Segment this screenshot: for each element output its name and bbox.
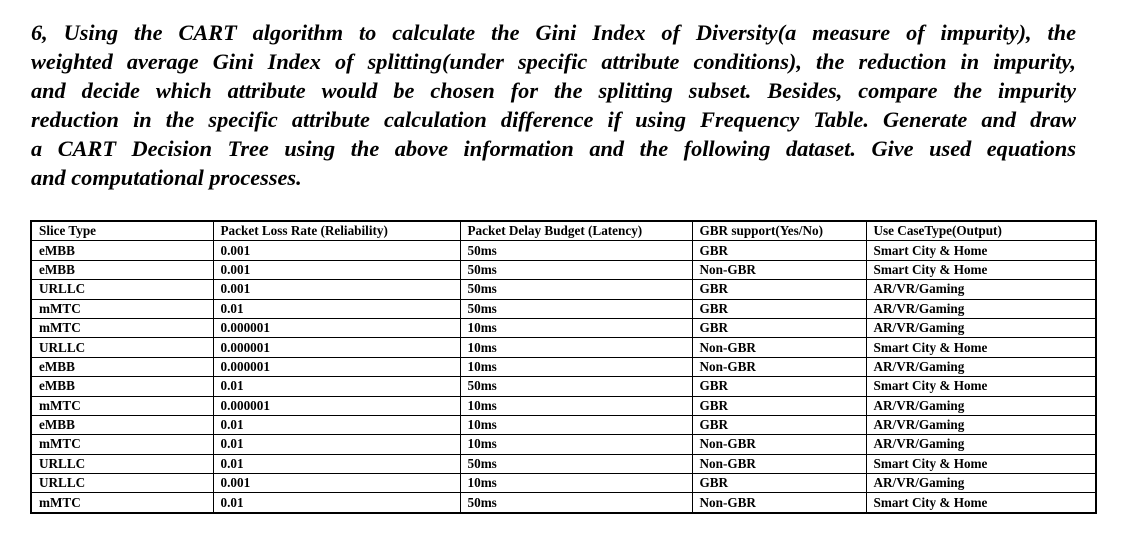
- cell-packet-delay-budget: 50ms: [460, 299, 692, 318]
- cell-slice-type: URLLC: [31, 280, 213, 299]
- question-line: 6, Using the CART algorithm to calculate the Gini Index of Diversity(a measure of impurity), the: [31, 20, 1076, 45]
- table-row: [31, 474, 1096, 493]
- cell-packet-loss-rate: 0.001: [213, 474, 460, 493]
- cell-slice-type: mMTC: [31, 435, 213, 454]
- header-packet-loss-rate: Packet Loss Rate (Reliability): [213, 221, 460, 241]
- cell-packet-loss-rate: 0.000001: [213, 396, 460, 415]
- cell-slice-type: mMTC: [31, 299, 213, 318]
- question-text: [31, 18, 1076, 192]
- cell-packet-delay-budget: 50ms: [460, 377, 692, 396]
- table-row: [31, 377, 1096, 396]
- cell-slice-type: eMBB: [31, 241, 213, 260]
- cell-gbr-support: GBR: [692, 474, 866, 493]
- cell-slice-type: mMTC: [31, 493, 213, 513]
- table-header-row: [31, 221, 1096, 241]
- cell-packet-delay-budget: 10ms: [460, 318, 692, 337]
- cell-gbr-support: Non-GBR: [692, 435, 866, 454]
- cell-packet-loss-rate: 0.01: [213, 493, 460, 513]
- cell-packet-delay-budget: 50ms: [460, 280, 692, 299]
- cell-packet-loss-rate: 0.01: [213, 435, 460, 454]
- question-line: reduction in the specific attribute calculation difference if using Frequency Table. Generate and draw: [31, 107, 1076, 132]
- table-row: [31, 493, 1096, 513]
- cell-gbr-support: GBR: [692, 377, 866, 396]
- cell-packet-loss-rate: 0.01: [213, 454, 460, 473]
- cell-packet-delay-budget: 10ms: [460, 357, 692, 376]
- cell-slice-type: mMTC: [31, 396, 213, 415]
- table-row: [31, 415, 1096, 434]
- cell-use-case-type: Smart City & Home: [866, 377, 1096, 396]
- header-slice-type: Slice Type: [31, 221, 213, 241]
- cell-use-case-type: AR/VR/Gaming: [866, 299, 1096, 318]
- cell-packet-delay-budget: 50ms: [460, 454, 692, 473]
- cell-gbr-support: GBR: [692, 280, 866, 299]
- cell-use-case-type: Smart City & Home: [866, 260, 1096, 279]
- cell-gbr-support: Non-GBR: [692, 357, 866, 376]
- table-row: [31, 396, 1096, 415]
- table-row: [31, 435, 1096, 454]
- cell-use-case-type: Smart City & Home: [866, 454, 1096, 473]
- cell-gbr-support: GBR: [692, 241, 866, 260]
- cell-use-case-type: Smart City & Home: [866, 493, 1096, 513]
- cell-slice-type: eMBB: [31, 377, 213, 396]
- question-line: and decide which attribute would be chosen for the splitting subset. Besides, compare the impurity: [31, 78, 1076, 103]
- table-row: [31, 318, 1096, 337]
- question-line: weighted average Gini Index of splitting(under specific attribute conditions), the reduction in impurity,: [31, 49, 1076, 74]
- cell-slice-type: URLLC: [31, 454, 213, 473]
- table-row: [31, 299, 1096, 318]
- table-row: [31, 241, 1096, 260]
- cell-packet-loss-rate: 0.000001: [213, 318, 460, 337]
- cell-packet-delay-budget: 10ms: [460, 474, 692, 493]
- cell-use-case-type: AR/VR/Gaming: [866, 280, 1096, 299]
- header-use-case-type: Use CaseType(Output): [866, 221, 1096, 241]
- header-gbr-support: GBR support(Yes/No): [692, 221, 866, 241]
- cell-packet-loss-rate: 0.001: [213, 260, 460, 279]
- cell-use-case-type: AR/VR/Gaming: [866, 474, 1096, 493]
- cell-packet-delay-budget: 50ms: [460, 493, 692, 513]
- cell-gbr-support: GBR: [692, 415, 866, 434]
- cell-use-case-type: Smart City & Home: [866, 338, 1096, 357]
- cell-slice-type: mMTC: [31, 318, 213, 337]
- cell-packet-loss-rate: 0.01: [213, 299, 460, 318]
- cell-gbr-support: GBR: [692, 396, 866, 415]
- table-row: [31, 260, 1096, 279]
- cell-gbr-support: Non-GBR: [692, 338, 866, 357]
- header-packet-delay-budget: Packet Delay Budget (Latency): [460, 221, 692, 241]
- cell-slice-type: eMBB: [31, 357, 213, 376]
- question-line: and computational processes.: [31, 165, 302, 190]
- cell-gbr-support: Non-GBR: [692, 493, 866, 513]
- cell-packet-delay-budget: 50ms: [460, 260, 692, 279]
- cell-gbr-support: GBR: [692, 299, 866, 318]
- dataset-table: [30, 220, 1097, 514]
- cell-packet-loss-rate: 0.000001: [213, 357, 460, 376]
- table-row: [31, 280, 1096, 299]
- cell-use-case-type: AR/VR/Gaming: [866, 435, 1096, 454]
- table-row: [31, 454, 1096, 473]
- table-body: [31, 241, 1096, 513]
- cell-packet-loss-rate: 0.01: [213, 415, 460, 434]
- cell-gbr-support: Non-GBR: [692, 260, 866, 279]
- cell-packet-delay-budget: 10ms: [460, 338, 692, 357]
- cell-gbr-support: Non-GBR: [692, 454, 866, 473]
- cell-use-case-type: Smart City & Home: [866, 241, 1096, 260]
- cell-packet-loss-rate: 0.01: [213, 377, 460, 396]
- question-line: a CART Decision Tree using the above information and the following dataset. Give used equations: [31, 136, 1076, 161]
- cell-packet-delay-budget: 10ms: [460, 415, 692, 434]
- cell-use-case-type: AR/VR/Gaming: [866, 415, 1096, 434]
- cell-slice-type: eMBB: [31, 260, 213, 279]
- cell-packet-delay-budget: 10ms: [460, 396, 692, 415]
- cell-gbr-support: GBR: [692, 318, 866, 337]
- table-row: [31, 357, 1096, 376]
- cell-use-case-type: AR/VR/Gaming: [866, 357, 1096, 376]
- cell-use-case-type: AR/VR/Gaming: [866, 396, 1096, 415]
- cell-packet-loss-rate: 0.001: [213, 241, 460, 260]
- cell-packet-delay-budget: 10ms: [460, 435, 692, 454]
- cell-packet-loss-rate: 0.000001: [213, 338, 460, 357]
- table-row: [31, 338, 1096, 357]
- cell-slice-type: eMBB: [31, 415, 213, 434]
- cell-use-case-type: AR/VR/Gaming: [866, 318, 1096, 337]
- cell-packet-loss-rate: 0.001: [213, 280, 460, 299]
- cell-packet-delay-budget: 50ms: [460, 241, 692, 260]
- cell-slice-type: URLLC: [31, 338, 213, 357]
- cell-slice-type: URLLC: [31, 474, 213, 493]
